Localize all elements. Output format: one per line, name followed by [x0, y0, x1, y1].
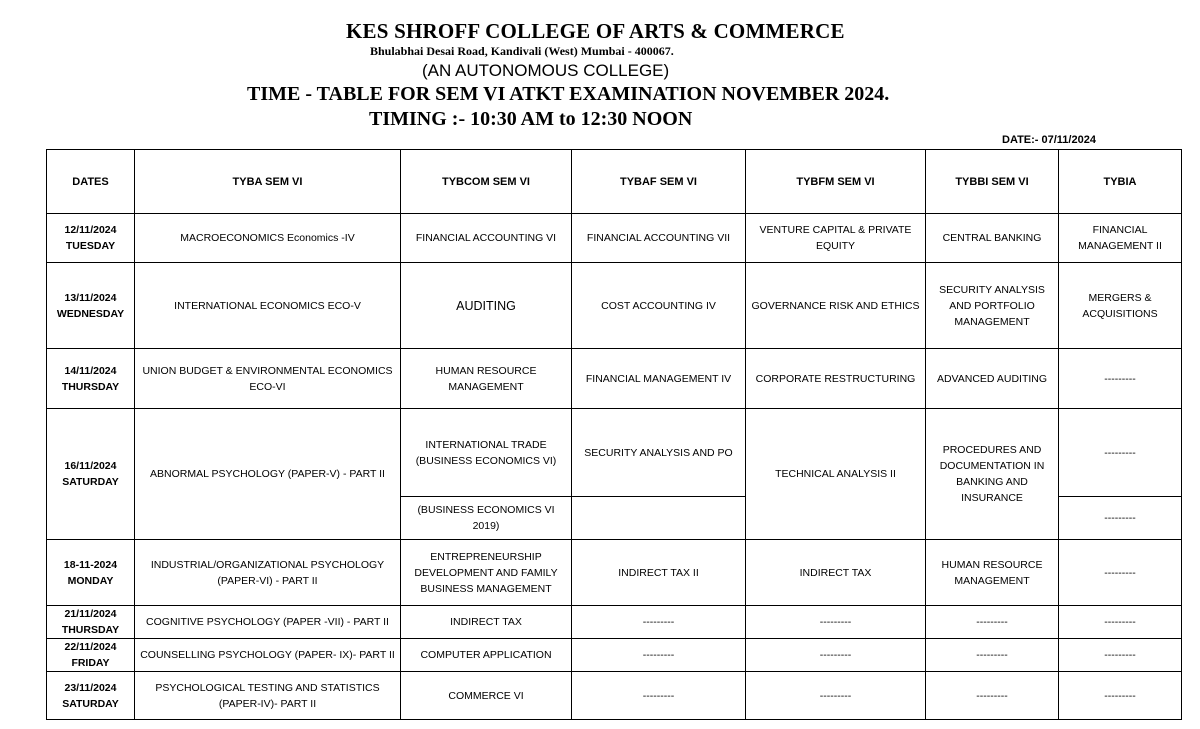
- date-cell: [47, 263, 135, 349]
- tybbi-cell: CENTRAL BANKING: [926, 214, 1059, 263]
- tybfm-cell: GOVERNANCE RISK AND ETHICS: [746, 263, 926, 349]
- tybaf-cell: ---------: [572, 672, 746, 720]
- column-header: TYBA SEM VI: [135, 150, 401, 214]
- tybaf-cell: ---------: [572, 639, 746, 672]
- column-header: TYBIA: [1059, 150, 1182, 214]
- table-row: [47, 606, 1182, 639]
- tyba-cell: COGNITIVE PSYCHOLOGY (PAPER -VII) - PART II: [135, 606, 401, 639]
- tybia-cell: ---------: [1059, 639, 1182, 672]
- table-row: [47, 540, 1182, 606]
- tybaf-cell: COST ACCOUNTING IV: [572, 263, 746, 349]
- tybbi-cell: ADVANCED AUDITING: [926, 349, 1059, 409]
- tyba-cell: PSYCHOLOGICAL TESTING AND STATISTICS (PAPER-IV)- PART II: [135, 672, 401, 720]
- tybia-cell: MERGERS & ACQUISITIONS: [1059, 263, 1182, 349]
- table-row: [47, 672, 1182, 720]
- tybcom-cell: AUDITING: [401, 263, 572, 349]
- tybbi-cell: ---------: [926, 606, 1059, 639]
- tybfm-cell: ---------: [746, 672, 926, 720]
- tybbi-cell: HUMAN RESOURCE MANAGEMENT: [926, 540, 1059, 606]
- date-cell: [47, 606, 135, 639]
- table-row: [47, 639, 1182, 672]
- tybcom-cell: ENTREPRENEURSHIP DEVELOPMENT AND FAMILY BUSINESS MANAGEMENT: [401, 540, 572, 606]
- tyba-cell: INTERNATIONAL ECONOMICS ECO-V: [135, 263, 401, 349]
- tyba-cell: ABNORMAL PSYCHOLOGY (PAPER-V) - PART II: [135, 409, 401, 540]
- table-row: [47, 349, 1182, 409]
- tybaf-cell: FINANCIAL ACCOUNTING VII: [572, 214, 746, 263]
- exam-date: 23/11/2024: [64, 681, 117, 694]
- table-row: [47, 263, 1182, 349]
- tybcom-cell: COMMERCE VI: [401, 672, 572, 720]
- tybaf-cell: INDIRECT TAX II: [572, 540, 746, 606]
- college-name: KES SHROFF COLLEGE OF ARTS & COMMERCE: [346, 19, 845, 43]
- date-cell: [47, 409, 135, 540]
- tybcom-cell: INDIRECT TAX: [401, 606, 572, 639]
- column-header: TYBFM SEM VI: [746, 150, 926, 214]
- exam-date: 22/11/2024: [64, 641, 117, 653]
- tybaf-cell: FINANCIAL MANAGEMENT IV: [572, 349, 746, 409]
- tybia-cell: ---------: [1059, 497, 1182, 540]
- tybia-cell: ---------: [1059, 672, 1182, 720]
- tybcom-cell: HUMAN RESOURCE MANAGEMENT: [401, 349, 572, 409]
- exam-date: 12/11/2024: [64, 224, 117, 236]
- table-row: [47, 214, 1182, 263]
- date-cell: [47, 639, 135, 672]
- date-cell: [47, 214, 135, 263]
- exam-day: THURSDAY: [61, 624, 120, 636]
- exam-day: SATURDAY: [62, 697, 119, 710]
- tybfm-cell: CORPORATE RESTRUCTURING: [746, 349, 926, 409]
- tybfm-cell: ---------: [746, 606, 926, 639]
- exam-date: 16/11/2024: [64, 460, 117, 472]
- exam-date: 13/11/2024: [64, 291, 117, 304]
- exam-day: THURSDAY: [61, 380, 120, 393]
- tybia-cell: ---------: [1059, 349, 1182, 409]
- tybaf-cell: [572, 497, 746, 540]
- column-header: TYBBI SEM VI: [926, 150, 1059, 214]
- exam-date: 21/11/2024: [64, 608, 117, 620]
- date-cell: [47, 540, 135, 606]
- tybcom-cell: (BUSINESS ECONOMICS VI 2019): [401, 497, 572, 540]
- exam-day: FRIDAY: [71, 657, 110, 669]
- exam-timing: TIMING :- 10:30 AM to 12:30 NOON: [369, 108, 693, 130]
- tybia-cell: ---------: [1059, 409, 1182, 497]
- tybia-cell: ---------: [1059, 540, 1182, 606]
- tybfm-cell: ---------: [746, 639, 926, 672]
- college-address: Bhulabhai Desai Road, Kandivali (West) Mumbai - 400067.: [370, 44, 674, 58]
- tyba-cell: INDUSTRIAL/ORGANIZATIONAL PSYCHOLOGY (PAPER-VI) - PART II: [135, 540, 401, 606]
- exam-date: 14/11/2024: [64, 364, 117, 377]
- exam-timetable: [46, 149, 1182, 720]
- tyba-cell: COUNSELLING PSYCHOLOGY (PAPER- IX)- PART II: [135, 639, 401, 672]
- exam-day: TUESDAY: [65, 240, 116, 252]
- tybbi-cell: ---------: [926, 639, 1059, 672]
- tybfm-cell: INDIRECT TAX: [746, 540, 926, 606]
- tybia-cell: ---------: [1059, 606, 1182, 639]
- column-header: TYBCOM SEM VI: [401, 150, 572, 214]
- date-cell: [47, 672, 135, 720]
- column-header: DATES: [47, 150, 135, 214]
- exam-date: 18-11-2024: [63, 558, 118, 571]
- tybfm-cell: TECHNICAL ANALYSIS II: [746, 409, 926, 540]
- exam-day: MONDAY: [67, 574, 114, 587]
- tybbi-cell: PROCEDURES AND DOCUMENTATION IN BANKING AND INSURANCE: [926, 409, 1059, 540]
- issue-date: DATE:- 07/11/2024: [1002, 134, 1096, 146]
- timetable-title: TIME - TABLE FOR SEM VI ATKT EXAMINATION NOVEMBER 2024.: [247, 83, 890, 105]
- tybcom-cell: INTERNATIONAL TRADE (BUSINESS ECONOMICS VI): [401, 409, 572, 497]
- exam-day: WEDNESDAY: [56, 307, 125, 320]
- column-header: TYBAF SEM VI: [572, 150, 746, 214]
- tybfm-cell: VENTURE CAPITAL & PRIVATE EQUITY: [746, 214, 926, 263]
- tybcom-cell: FINANCIAL ACCOUNTING VI: [401, 214, 572, 263]
- tybbi-cell: SECURITY ANALYSIS AND PORTFOLIO MANAGEMENT: [926, 263, 1059, 349]
- table-row: [47, 409, 1182, 497]
- date-cell: [47, 349, 135, 409]
- tybaf-cell: SECURITY ANALYSIS AND PO: [572, 409, 746, 497]
- college-status: (AN AUTONOMOUS COLLEGE): [422, 61, 670, 80]
- tybbi-cell: ---------: [926, 672, 1059, 720]
- tyba-cell: MACROECONOMICS Economics -IV: [135, 214, 401, 263]
- tyba-cell: UNION BUDGET & ENVIRONMENTAL ECONOMICS ECO-VI: [135, 349, 401, 409]
- tybaf-cell: ---------: [572, 606, 746, 639]
- tybia-cell: FINANCIAL MANAGEMENT II: [1059, 214, 1182, 263]
- tybcom-cell: COMPUTER APPLICATION: [401, 639, 572, 672]
- table-header-row: [47, 150, 1182, 214]
- exam-day: SATURDAY: [62, 476, 119, 488]
